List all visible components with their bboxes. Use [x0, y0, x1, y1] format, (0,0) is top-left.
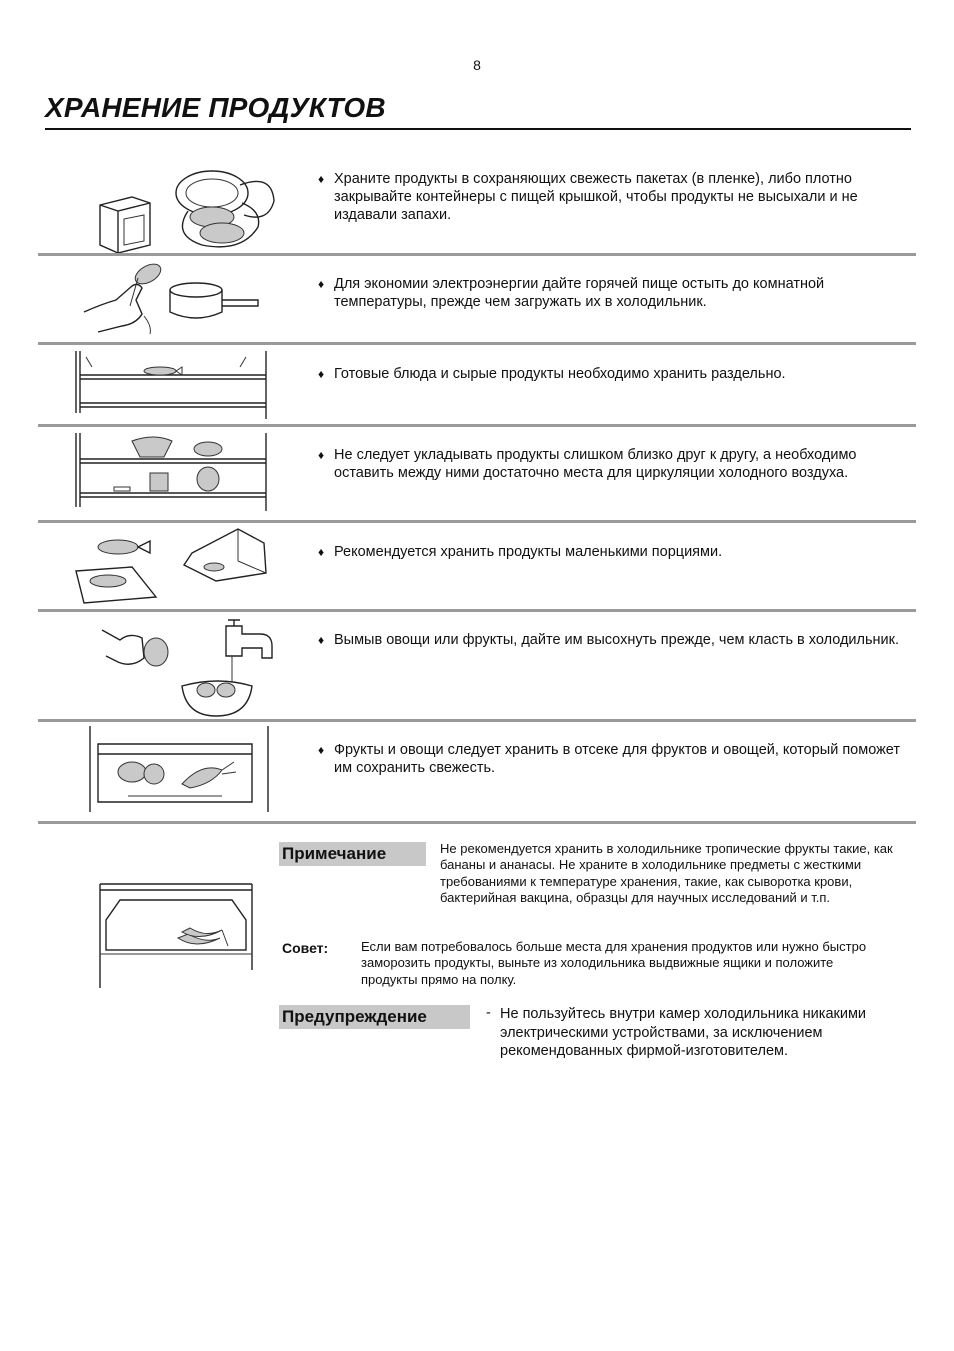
note-text: Не рекомендуется хранить в холодильнике тропические фрукты такие, как бананы и ананасы. Не храните в холодильнике предметы с жесткими требованиями к температуре хранения, такие, как сыворотка крови, бактерийная вакцина, образцы для научных исследований и т.п. — [440, 841, 893, 905]
tip-row-2 — [38, 256, 916, 345]
fish-portions-icon — [72, 523, 312, 612]
bullet-icon: ♦ — [318, 172, 325, 186]
tip-row-3 — [38, 345, 916, 427]
tip-text: Рекомендуется хранить продукты маленькими порциями. — [334, 544, 723, 560]
tip-row-4 — [38, 427, 916, 523]
hot-pan-icon — [72, 256, 312, 345]
bullet-icon: ♦ — [318, 743, 325, 757]
page-title: ХРАНЕНИЕ ПРОДУКТОВ — [45, 92, 386, 123]
warning-label: Предупреждение — [279, 1005, 470, 1029]
bullet-icon: ♦ — [318, 367, 325, 381]
warning-dash: - — [486, 1005, 491, 1021]
row-divider — [38, 821, 916, 824]
tip-text: Храните продукты в сохраняющих свежесть пакетах (в пленке), либо плотно закрывайте контейнеры с пищей крышкой, чтобы продукты не высыхали и не издавали запахи. — [334, 171, 858, 223]
fridge-shelf-bananas-icon — [96, 880, 256, 992]
title-underline — [45, 128, 911, 130]
fridge-shelves-spaced-icon — [72, 427, 312, 523]
vegetable-drawer-icon — [72, 722, 312, 824]
washing-fruit-icon — [72, 612, 312, 722]
tip-text: Готовые блюда и сырые продукты необходимо хранить раздельно. — [334, 366, 786, 382]
tip-text: Если вам потребовалось больше места для хранения продуктов или нужно быстро заморозить продукты, выньте из холодильника выдвижные ящики и положите продукты прямо на полку. — [361, 939, 867, 987]
page-number: 8 — [473, 57, 481, 73]
bullet-icon: ♦ — [318, 448, 325, 462]
tip-row-5 — [38, 523, 916, 612]
bullet-icon: ♦ — [318, 545, 325, 559]
tip-row-7 — [38, 722, 916, 824]
bullet-icon: ♦ — [318, 277, 325, 291]
tip-row-1 — [38, 145, 916, 256]
tip-text: Фрукты и овощи следует хранить в отсеке для фруктов и овощей, который поможет им сохранить свежесть. — [334, 742, 901, 776]
note-label: Примечание — [279, 842, 426, 866]
food-containers-icon — [72, 145, 312, 256]
fridge-shelf-fish-icon — [72, 345, 312, 427]
tip-label: Совет: — [282, 940, 329, 956]
warning-text: Не пользуйтесь внутри камер холодильника никакими электрическими устройствами, за исключением рекомендованных фирмой-изготовителем. — [500, 1006, 867, 1059]
tip-text: Вымыв овощи или фрукты, дайте им высохнуть прежде, чем класть в холодильник. — [334, 632, 900, 648]
tip-text: Не следует укладывать продукты слишком близко друг к другу, а необходимо оставить между ними достаточно места для циркуляции холодного воздуха. — [334, 447, 857, 481]
tip-row-6 — [38, 612, 916, 722]
tip-text: Для экономии электроэнергии дайте горячей пище остыть до комнатной температуры, прежде чем загружать их в холодильник. — [334, 276, 825, 310]
bullet-icon: ♦ — [318, 633, 325, 647]
